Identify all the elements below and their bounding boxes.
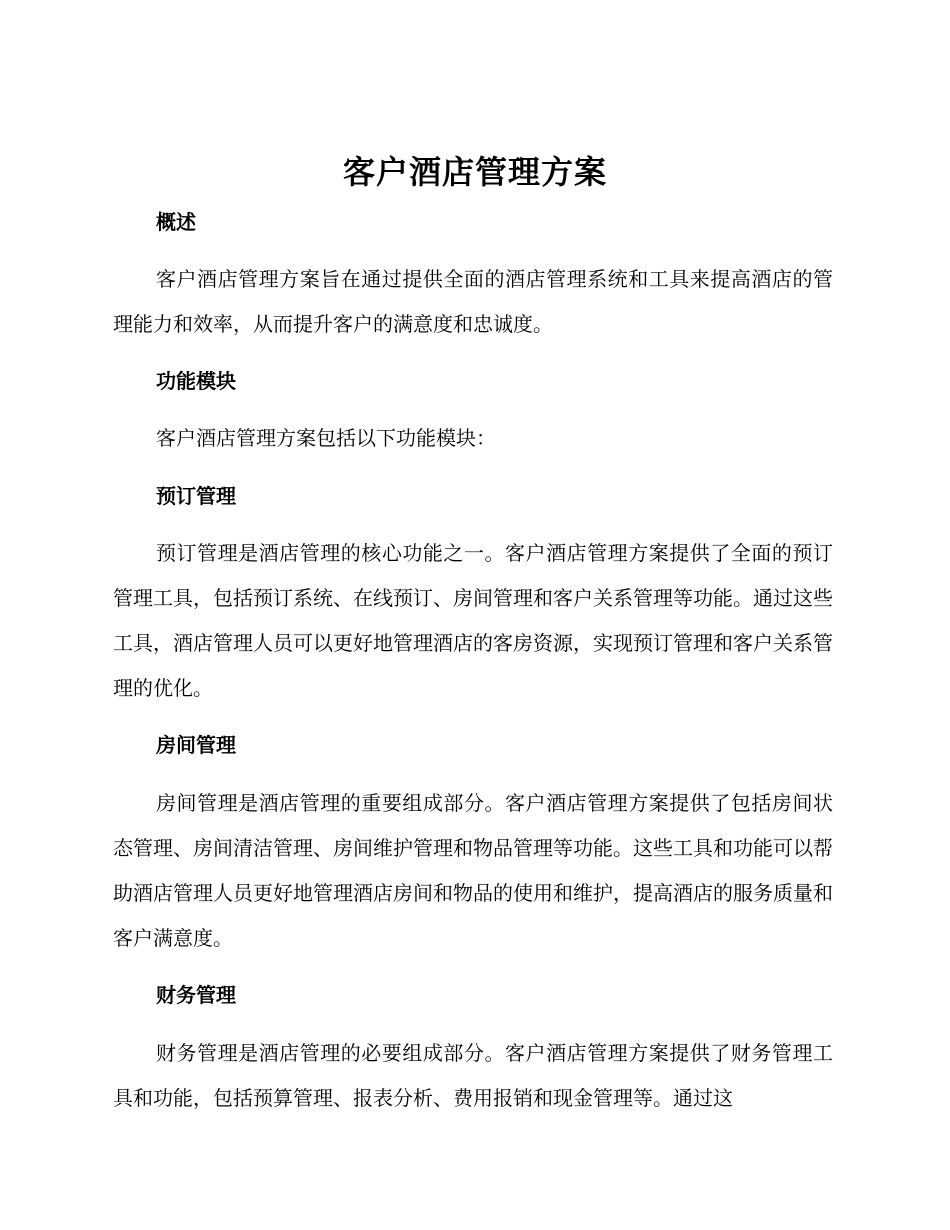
section-paragraph-modules: 客户酒店管理方案包括以下功能模块：	[156, 426, 496, 450]
section-paragraph-rooms: 房间管理是酒店管理的重要组成部分。客户酒店管理方案提供了包括房间状态管理、房间清洁管理、房间维护管理和物品管理等功能。这些工具和功能可以帮助酒店管理人员更好地管理酒店房间和物品的使用和维护，提高酒店的服务质量和客户满意度。	[113, 791, 833, 950]
section-paragraph-overview: 客户酒店管理方案旨在通过提供全面的酒店管理系统和工具来提高酒店的管理能力和效率，从而提升客户的满意度和忠诚度。	[113, 267, 833, 336]
section-paragraph-finance: 财务管理是酒店管理的必要组成部分。客户酒店管理方案提供了财务管理工具和功能，包括预算管理、报表分析、费用报销和现金管理等。通过这	[113, 1041, 833, 1110]
section-heading-finance: 财务管理	[156, 983, 236, 1007]
section-heading-modules: 功能模块	[156, 369, 236, 393]
section-heading-booking: 预订管理	[156, 484, 236, 508]
document-title: 客户酒店管理方案	[342, 153, 607, 191]
section-heading-overview: 概述	[156, 210, 196, 234]
section-heading-rooms: 房间管理	[156, 733, 236, 757]
section-paragraph-booking: 预订管理是酒店管理的核心功能之一。客户酒店管理方案提供了全面的预订管理工具，包括预订系统、在线预订、房间管理和客户关系管理等功能。通过这些工具，酒店管理人员可以更好地管理酒店的客房资源，实现预订管理和客户关系管理的优化。	[113, 541, 833, 700]
